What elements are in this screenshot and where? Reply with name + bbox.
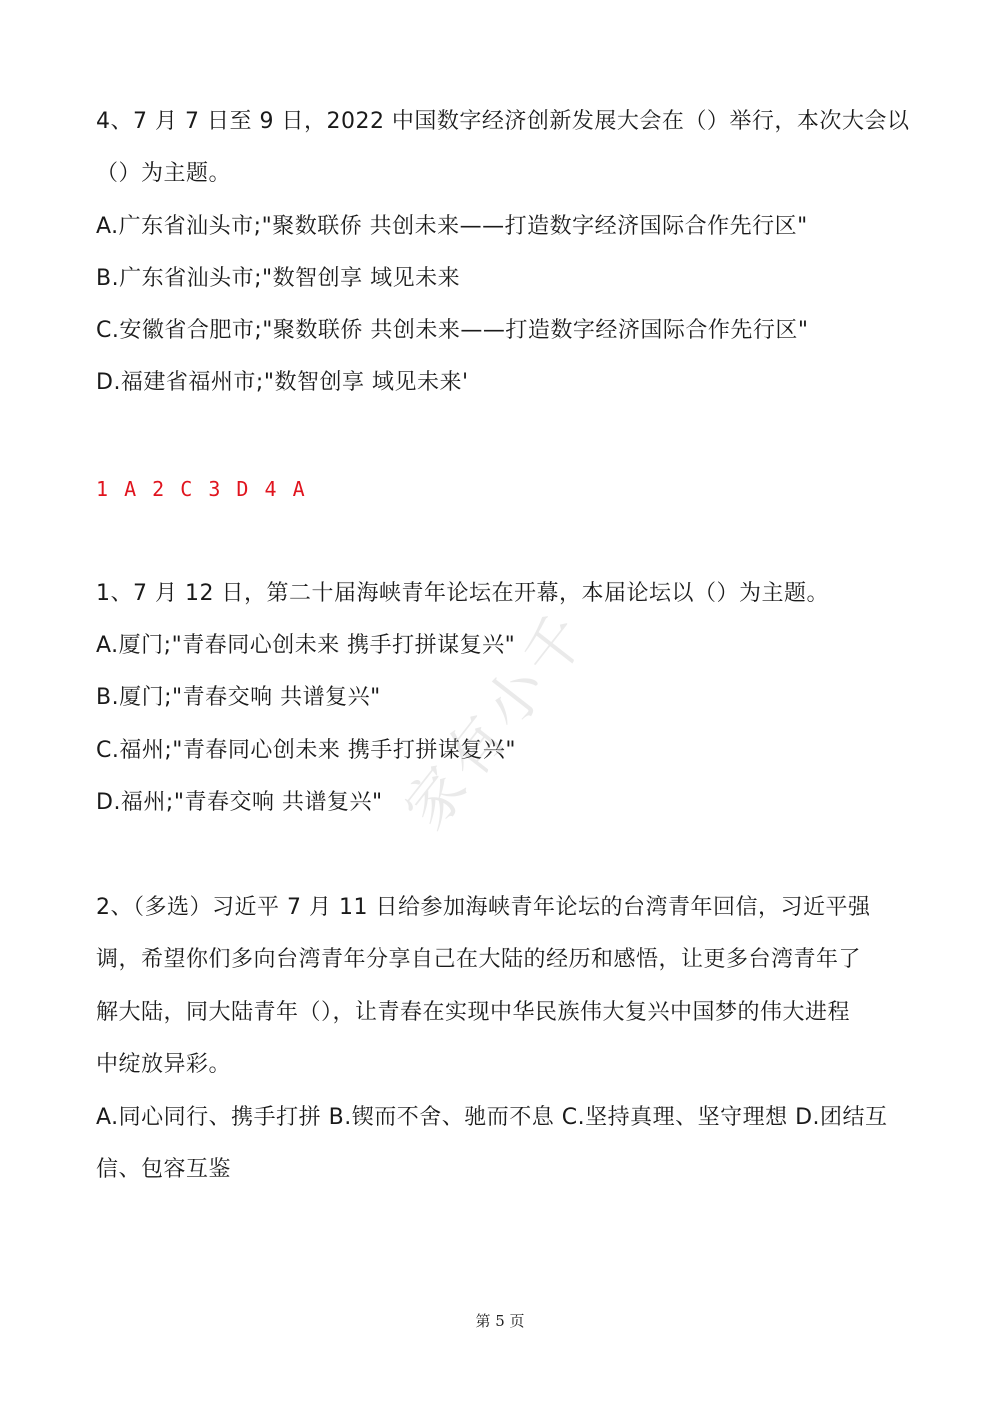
question-4-option-c: C.安徽省合肥市;"聚数联侨 共创未来——打造数字经济国际合作先行区"	[96, 318, 809, 343]
question-4-option-d: D.福建省福州市;"数智创享 域见未来'	[96, 370, 469, 395]
question-1-option-c: C.福州;"青春同心创未来 携手打拼谋复兴"	[96, 738, 516, 763]
question-1-option-a: A.厦门;"青春同心创未来 携手打拼谋复兴"	[96, 633, 516, 658]
question-2-line-2: 调，希望你们多向台湾青年分享自己在大陆的经历和感悟，让更多台湾青年了	[96, 947, 862, 972]
question-4-option-a: A.广东省汕头市;"聚数联侨 共创未来——打造数字经济国际合作先行区"	[96, 214, 808, 239]
question-2-line-3: 解大陆，同大陆青年（），让青春在实现中华民族伟大复兴中国梦的伟大进程	[96, 1000, 851, 1025]
question-4-line-1: 4、7 月 7 日至 9 日，2022 中国数字经济创新发展大会在（）举行，本次大会以	[96, 109, 910, 134]
question-4-option-b: B.广东省汕头市;"数智创享 域见未来	[96, 266, 461, 291]
page-number: 第 5 页	[475, 1312, 525, 1330]
question-1-option-d: D.福州;"青春交响 共谱复兴"	[96, 790, 383, 815]
answer-key: 1 A 2 C 3 D 4 A	[96, 477, 307, 501]
question-2-line-4: 中绽放异彩。	[96, 1052, 232, 1077]
watermark: 家有小千	[391, 598, 603, 842]
question-1-line-1: 1、7 月 12 日，第二十届海峡青年论坛在开幕，本届论坛以（）为主题。	[96, 581, 829, 606]
question-2-options-line-1: A.同心同行、携手打拼 B.锲而不舍、驰而不息 C.坚持真理、坚守理想 D.团结互	[96, 1105, 888, 1130]
question-4-line-2: （）为主题。	[96, 161, 232, 186]
question-2-line-1: 2、（多选）习近平 7 月 11 日给参加海峡青年论坛的台湾青年回信，习近平强	[96, 895, 871, 920]
question-2-options-line-2: 信、包容互鉴	[96, 1157, 232, 1182]
question-1-option-b: B.厦门;"青春交响 共谱复兴"	[96, 685, 381, 710]
